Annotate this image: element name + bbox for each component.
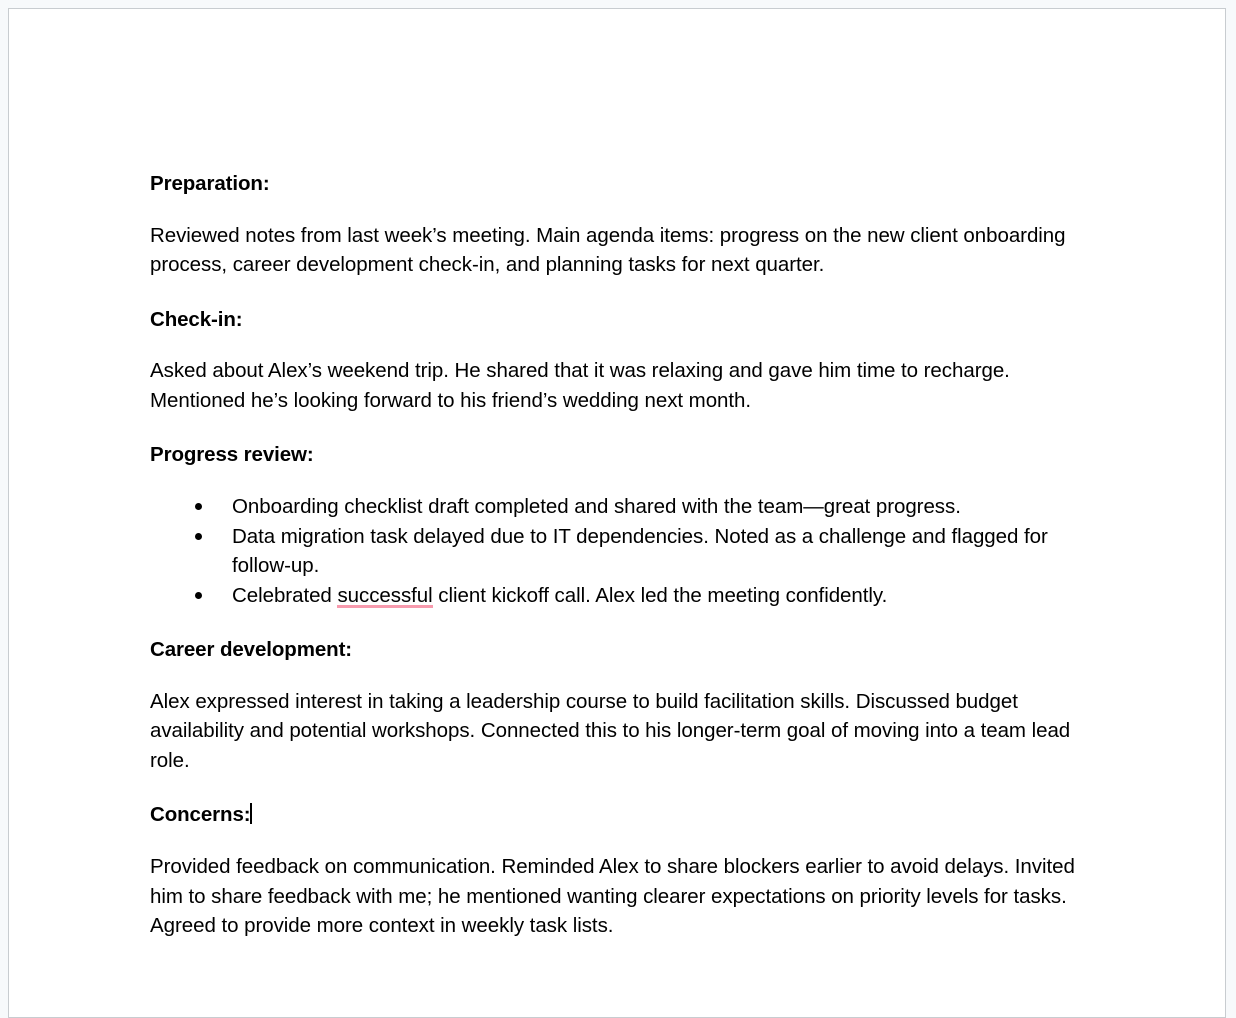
list-item-text-after: client kickoff call. Alex led the meeting confidently. [432,583,888,607]
list-item-text: Onboarding checklist draft completed and shared with the team—great progress. [232,495,961,519]
section-heading-concerns [150,800,1095,830]
spellcheck-flagged-word[interactable]: successful [337,583,433,607]
section-paragraph-career-development: Alex expressed interest in taking a leadership course to build facilitation skills. Discussed budget availability and potential workshops. Connected this to his longer-term goal of moving into a team lead role. [150,689,1071,772]
spacer [150,334,1095,356]
list-item [150,492,1095,522]
spacer [150,470,1095,492]
section-heading-concerns-text: Concerns: [150,803,251,827]
bullet-icon [195,503,202,510]
progress-review-list [150,492,1095,610]
section-heading-career-development: Career development: [150,638,353,662]
document-page[interactable] [8,8,1226,1018]
list-item-text-before: Celebrated [232,583,338,607]
section-paragraph-preparation: Reviewed notes from last week’s meeting. Main agenda items: progress on the new client onboarding process, career development check-in, and planning tasks for next quarter. [150,223,1066,277]
section-heading-preparation: Preparation: [150,172,270,195]
section-paragraph-check-in: Asked about Alex’s weekend trip. He shared that it was relaxing and gave him time to recharge. Mentioned he’s looking forward to his friend’s wedding next month. [150,359,1010,412]
section-heading-check-in: Check-in: [150,307,243,331]
list-item [150,522,1095,581]
spacer [150,610,1095,635]
document-body[interactable] [150,169,1095,941]
text-cursor-caret [250,803,252,824]
spacer [150,665,1095,687]
spacer [150,280,1095,305]
spacer [150,775,1095,800]
spacer [150,415,1095,440]
spacer [150,830,1095,852]
section-heading-progress-review: Progress review: [150,443,314,467]
bullet-icon [195,533,202,540]
spacer [150,199,1095,221]
section-paragraph-concerns: Provided feedback on communication. Reminded Alex to share blockers earlier to avoid delays. Invited him to share feedback with me; he mentioned wanting clearer expectations on priority levels for tasks. Agreed to provide more context in weekly task lists. [150,855,1075,938]
list-item-text: Data migration task delayed due to IT dependencies. Noted as a challenge and flagged for follow-up. [232,524,1048,578]
bullet-icon [195,592,202,599]
list-item [150,581,1095,611]
